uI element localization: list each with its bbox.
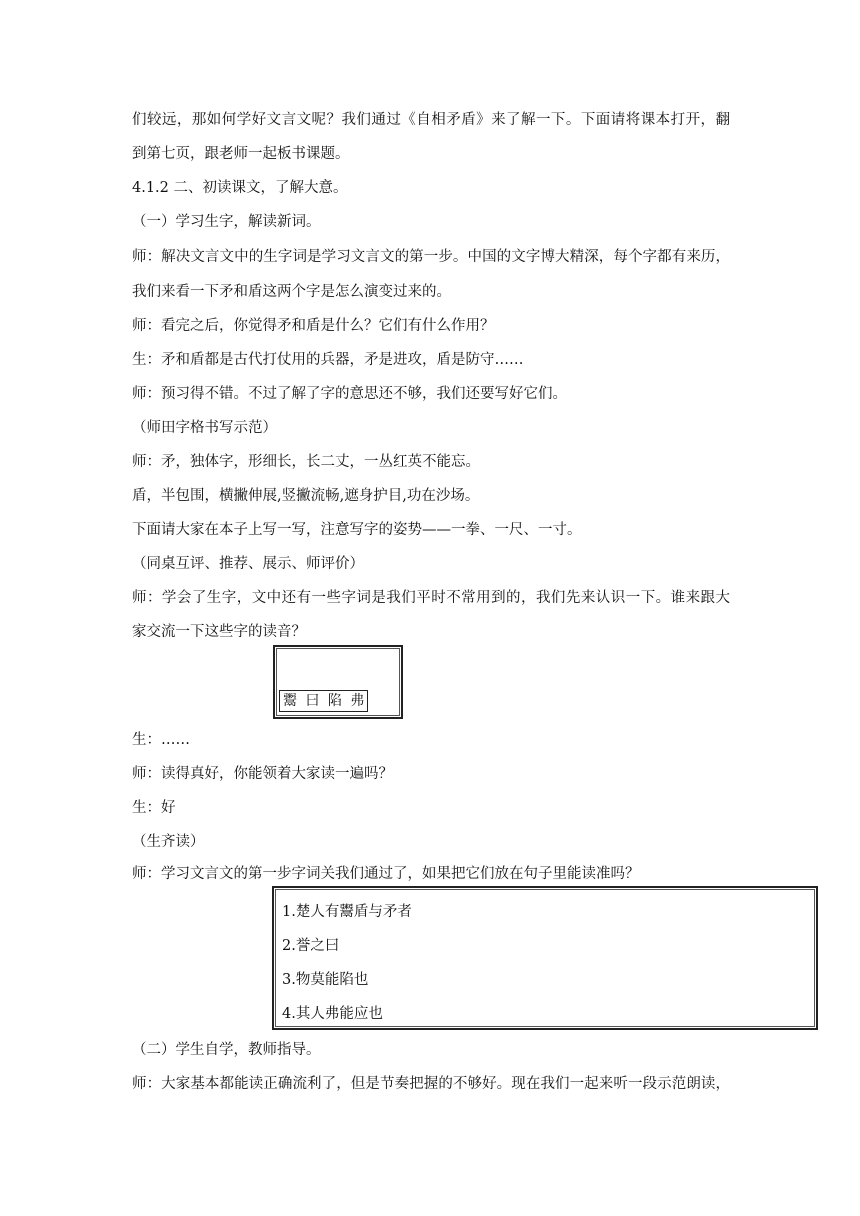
paragraph-line: 师：大家基本都能读正确流利了，但是节奏把握的不够好。现在我们一起来听一段示范朗读， xyxy=(132,1076,730,1092)
sentence-item: 3.物莫能陷也 xyxy=(282,972,369,988)
section-heading: 4.1.2 二、初读课文，了解大意。 xyxy=(132,180,348,196)
paragraph-line: 家交流一下这些字的读音？ xyxy=(132,624,306,640)
paragraph-line: 生：好 xyxy=(132,800,176,816)
paragraph-line: （生齐读） xyxy=(132,834,205,850)
paragraph-line: （师田字格书写示范） xyxy=(132,420,277,436)
paragraph-line: 生：…… xyxy=(132,732,190,748)
paragraph-line: 师：读得真好，你能领着大家读一遍吗？ xyxy=(132,766,393,782)
sentence-item: 2.誉之曰 xyxy=(282,938,340,954)
paragraph-line: 师：学会了生字，文中还有一些字词是我们平时不常用到的，我们先来认识一下。谁来跟大 xyxy=(132,590,730,606)
paragraph-line: 生：矛和盾都是古代打仗用的兵器，矛是进攻，盾是防守…… xyxy=(132,352,524,368)
paragraph-line: 下面请大家在本子上写一写，注意写字的姿势——一拳、一尺、一寸。 xyxy=(132,522,582,538)
vocabulary-characters: 鬻 曰 陷 弗 xyxy=(279,690,368,712)
sentence-item: 4.其人弗能应也 xyxy=(282,1006,383,1022)
paragraph-line: （同桌互评、推荐、展示、师评价） xyxy=(132,556,364,572)
paragraph-line: 师：预习得不错。不过了解了字的意思还不够，我们还要写好它们。 xyxy=(132,386,567,402)
paragraph-line: 师：矛，独体字，形细长，长二丈，一丛红英不能忘。 xyxy=(132,454,480,470)
sentence-box xyxy=(272,886,818,1030)
paragraph-line: 盾，半包围，横撇伸展,竖撇流畅,遮身护目,功在沙场。 xyxy=(132,488,480,504)
paragraph-line: 们较远，那如何学好文言文呢？我们通过《自相矛盾》来了解一下。下面请将课本打开，翻 xyxy=(132,112,730,128)
paragraph-line: 师：看完之后，你觉得矛和盾是什么？它们有什么作用？ xyxy=(132,318,495,334)
sentence-item: 1.楚人有鬻盾与矛者 xyxy=(282,904,412,920)
subsection-heading: （二）学生自学，教师指导。 xyxy=(132,1042,321,1058)
paragraph-line: 我们来看一下矛和盾这两个字是怎么演变过来的。 xyxy=(132,284,451,300)
paragraph-line: 师：学习文言文的第一步字词关我们通过了，如果把它们放在句子里能读准吗？ xyxy=(132,866,640,882)
paragraph-line: 师：解决文言文中的生字词是学习文言文的第一步。中国的文字博大精深，每个字都有来历， xyxy=(132,249,730,265)
subsection-heading: （一）学习生字，解读新词。 xyxy=(132,214,321,230)
vocabulary-box xyxy=(273,645,403,719)
paragraph-line: 到第七页，跟老师一起板书课题。 xyxy=(132,146,350,162)
